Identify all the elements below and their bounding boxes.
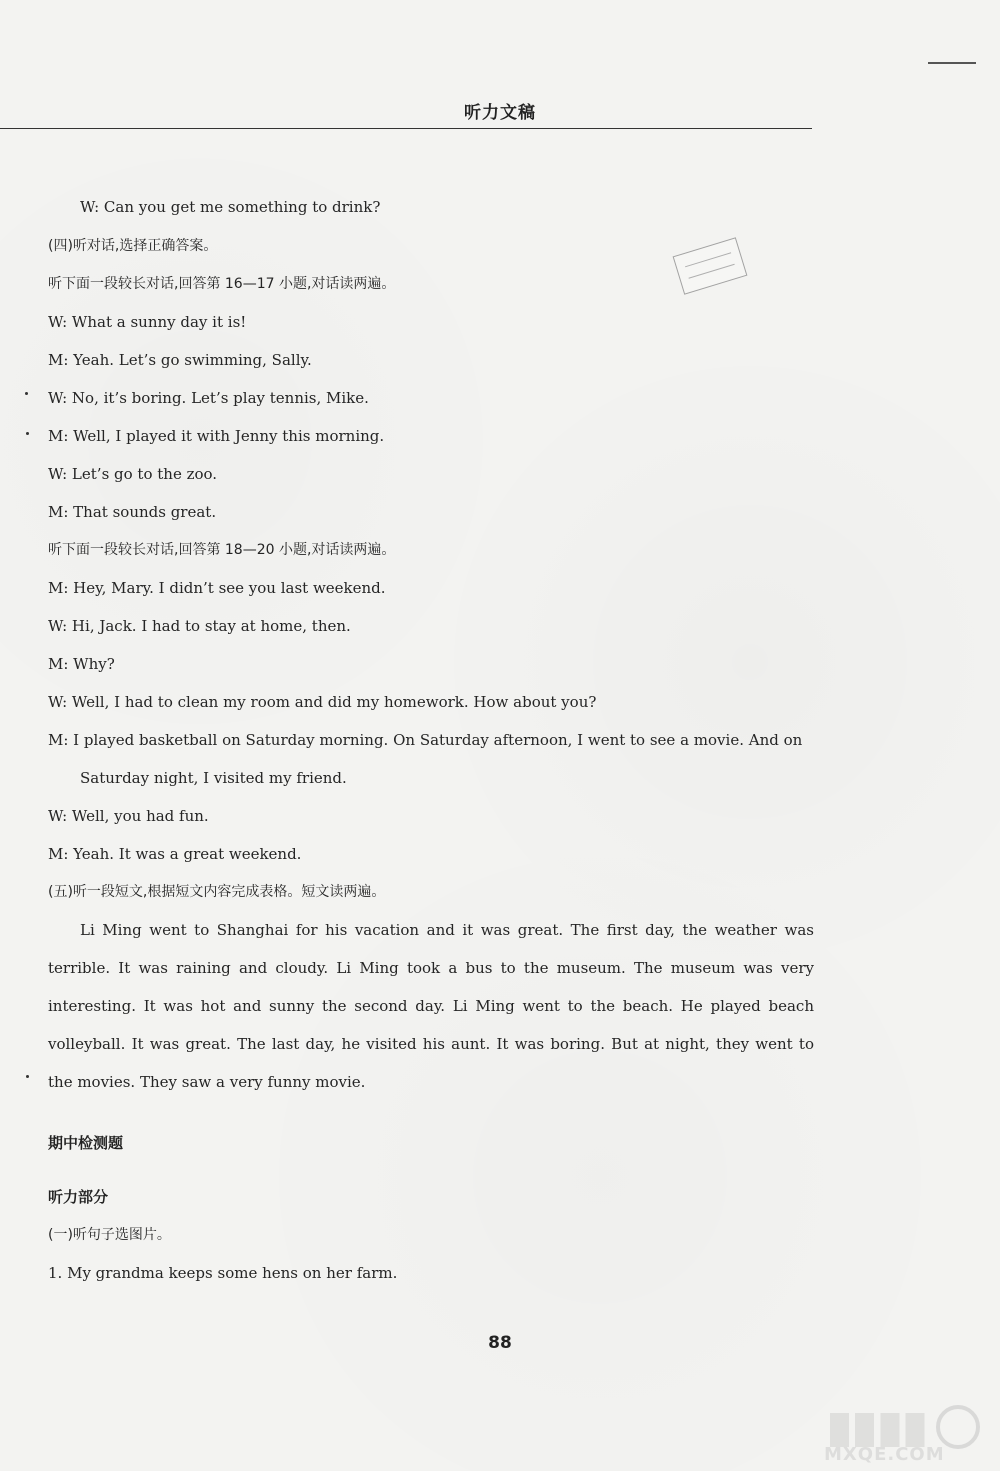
midterm-title: 期中检测题 [48, 1134, 124, 1152]
dialog-line: W: Let’s go to the zoo. [48, 465, 218, 483]
dialog-line: M: Yeah. It was a great weekend. [48, 845, 302, 863]
margin-dot [26, 432, 29, 435]
page-header-title: 听力文稿 [464, 103, 536, 123]
header-divider [0, 128, 812, 129]
corner-rule [928, 62, 976, 64]
reading-passage: Li Ming went to Shanghai for his vacation and it was great. The first day, the weather was terrible. It was raining and cloudy. Li Ming took a bus to the museum. The museum was very interesting. It was hot and sunny the second day. Li Ming went to the beach. He played beach volleyball. It was great. The last day, he visited his aunt. It was boring. But at night, they went to the movies. They saw a very funny movie. [48, 921, 814, 1091]
dialog-line: Saturday night, I visited my friend. [80, 769, 347, 787]
instruction-line: 听下面一段较长对话,回答第 16—17 小题,对话读两遍。 [48, 276, 396, 292]
dialog-line: M: Why? [48, 655, 115, 673]
dialog-line: M: Well, I played it with Jenny this morning. [48, 427, 385, 445]
dialog-line: W: What a sunny day it is! [48, 313, 247, 331]
section-heading-4: (四)听对话,选择正确答案。 [48, 238, 218, 254]
dialog-line: M: Yeah. Let’s go swimming, Sally. [48, 351, 312, 369]
stamp-mark [673, 237, 748, 295]
section-heading-5: (五)听一段短文,根据短文内容完成表格。短文读两遍。 [48, 884, 386, 900]
watermark-logo [820, 1403, 990, 1465]
instruction-line: 听下面一段较长对话,回答第 18—20 小题,对话读两遍。 [48, 542, 396, 558]
dialog-line: M: Hey, Mary. I didn’t see you last weekend. [48, 579, 386, 597]
listening-title: 听力部分 [48, 1188, 109, 1206]
dialog-line: M: I played basketball on Saturday morning. On Saturday afternoon, I went to see a movie. And on [48, 731, 803, 749]
page-number: 88 [488, 1333, 512, 1353]
dialog-line: W: Hi, Jack. I had to stay at home, then. [48, 617, 351, 635]
dialog-line: W: Well, I had to clean my room and did my homework. How about you? [48, 693, 597, 711]
watermark-bars [830, 1413, 935, 1447]
dialog-line: W: Can you get me something to drink? [80, 198, 381, 216]
section-heading-1: (一)听句子选图片。 [48, 1227, 171, 1243]
question-item: 1. My grandma keeps some hens on her farm. [48, 1264, 398, 1282]
watermark-seal-icon [936, 1405, 980, 1449]
watermark-text: MXQE.COM [824, 1444, 945, 1465]
dialog-line: M: That sounds great. [48, 503, 217, 521]
margin-dot [26, 1075, 29, 1078]
margin-dot [25, 392, 28, 395]
dialog-line: W: Well, you had fun. [48, 807, 209, 825]
dialog-line: W: No, it’s boring. Let’s play tennis, Mike. [48, 389, 369, 407]
